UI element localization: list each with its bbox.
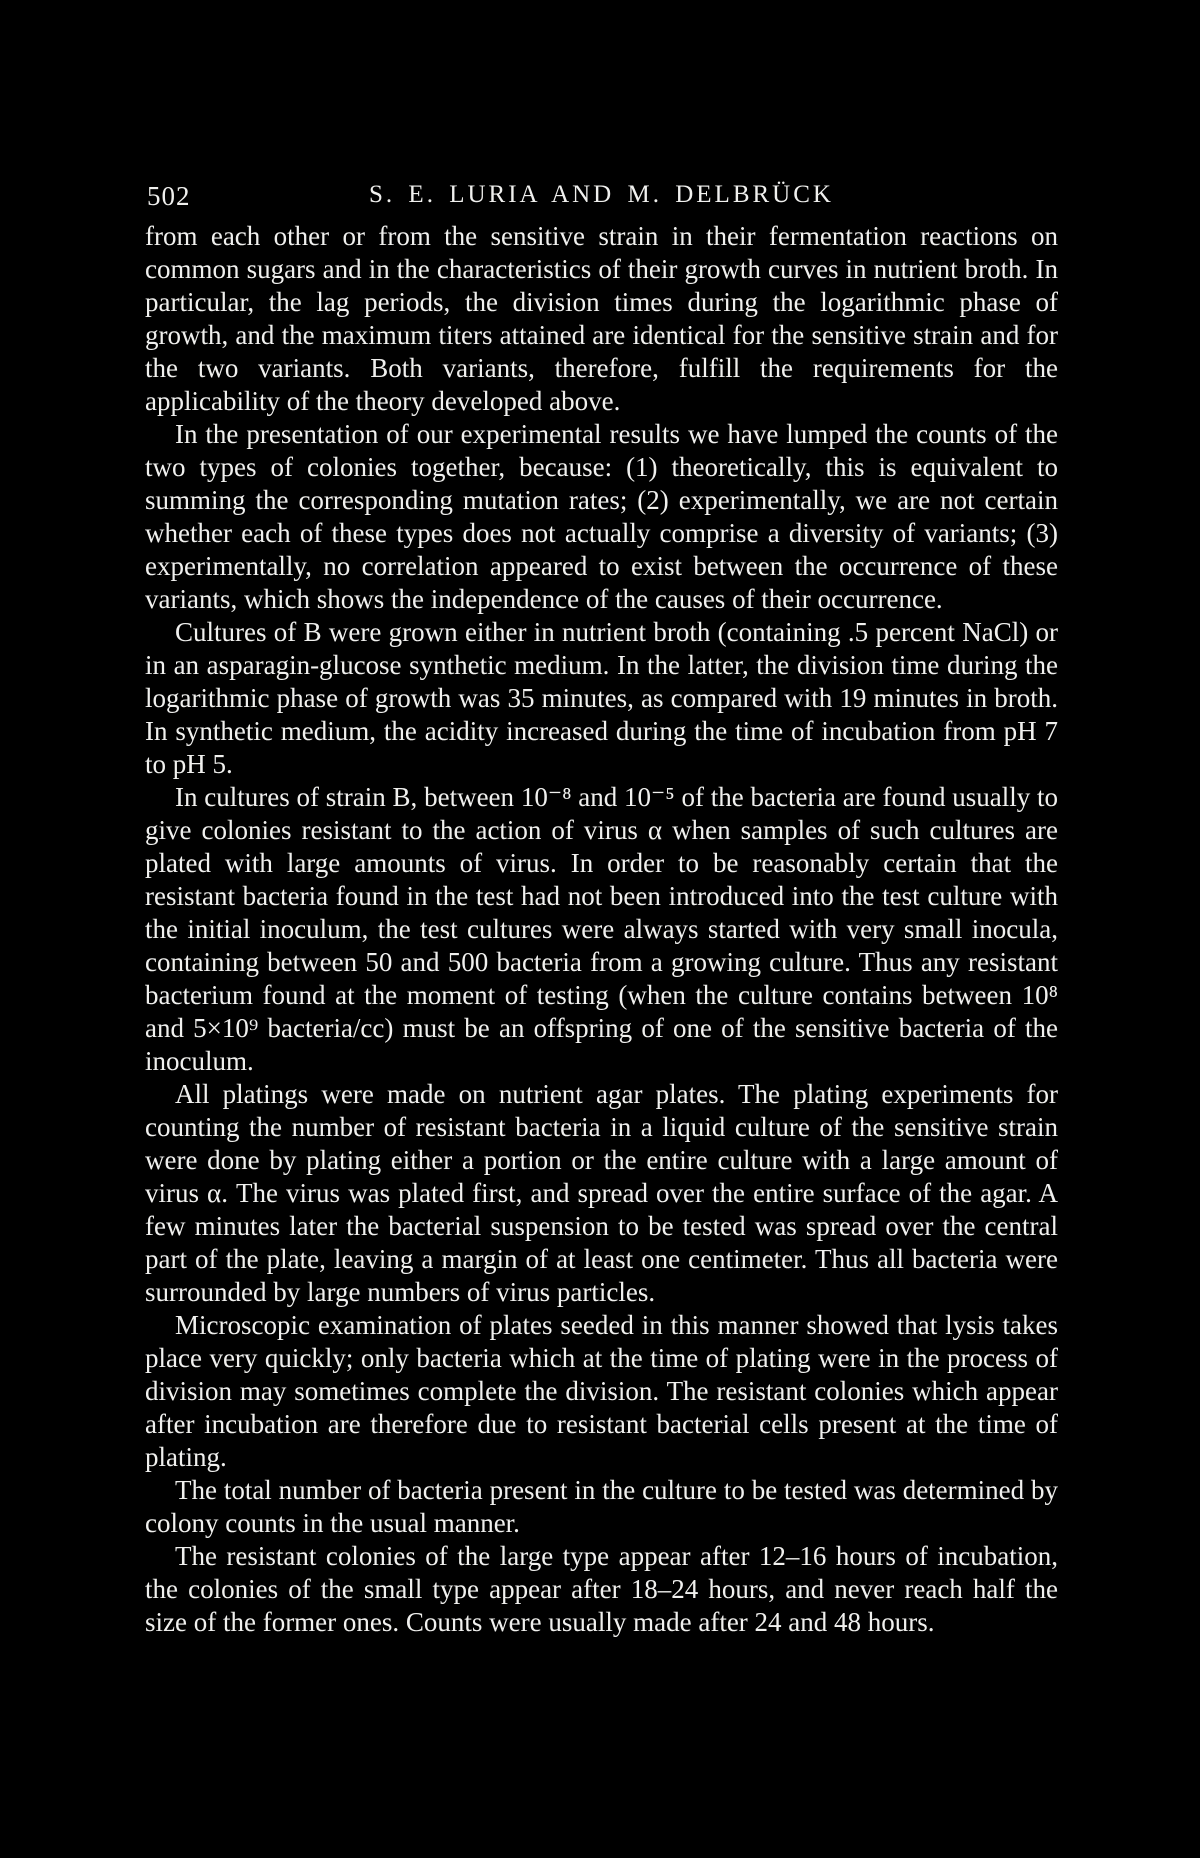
paragraph: In the presentation of our experimental results we have lumped the counts of the two types of colonies together, because: (1) theoretically, this is equivalent to summing the corresponding mutation rates; (2) experimentally, we are not certain whether each of these types does not actually comprise a diversity of variants; (3) experimentally, no correlation appeared to exist between the occurrence of these variants, which shows the independence of the causes of their occurrence. [145,419,1058,614]
article-body [145,220,1058,1639]
running-head-authors: S. E. LURIA AND M. DELBRÜCK [369,181,834,208]
paragraph: Microscopic examination of plates seeded in this manner showed that lysis takes place very quickly; only bacteria which at the time of plating were in the process of division may sometimes complete the division. The resistant colonies which appear after incubation are therefore due to resistant bacterial cells present at the time of plating. [145,1310,1058,1472]
paragraph: The resistant colonies of the large type appear after 12–16 hours of incubation, the colonies of the small type appear after 18–24 hours, and never reach half the size of the former ones. Counts were usually made after 24 and 48 hours. [145,1541,1058,1637]
page-number: 502 [147,181,191,211]
paragraph: from each other or from the sensitive strain in their fermentation reactions on common sugars and in the characteristics of their growth curves in nutrient broth. In particular, the lag periods, the division times during the logarithmic phase of growth, and the maximum titers attained are identical for the sensitive strain and for the two variants. Both variants, therefore, fulfill the requirements for the applicability of the theory developed above. [145,221,1058,416]
running-header [145,181,1058,215]
paragraph: All platings were made on nutrient agar plates. The plating experiments for counting the number of resistant bacteria in a liquid culture of the sensitive strain were done by plating either a portion or the entire culture with a large amount of virus α. The virus was plated first, and spread over the entire surface of the agar. A few minutes later the bacterial suspension to be tested was spread over the central part of the plate, leaving a margin of at least one centimeter. Thus all bacteria were surrounded by large numbers of virus particles. [145,1079,1058,1307]
paragraph: The total number of bacteria present in the culture to be tested was determined by colony counts in the usual manner. [145,1475,1058,1538]
paragraph: Cultures of B were grown either in nutrient broth (containing .5 percent NaCl) or in an asparagin-glucose synthetic medium. In the latter, the division time during the logarithmic phase of growth was 35 minutes, as compared with 19 minutes in broth. In synthetic medium, the acidity increased during the time of incubation from pH 7 to pH 5. [145,617,1058,779]
paragraph: In cultures of strain B, between 10⁻⁸ and 10⁻⁵ of the bacteria are found usually to give colonies resistant to the action of virus α when samples of such cultures are plated with large amounts of virus. In order to be reasonably certain that the resistant bacteria found in the test had not been introduced into the test culture with the initial inoculum, the test cultures were always started with very small inocula, containing between 50 and 500 bacteria from a growing culture. Thus any resistant bacterium found at the moment of testing (when the culture contains between 10⁸ and 5×10⁹ bacteria/cc) must be an offspring of one of the sensitive bacteria of the inoculum. [145,782,1058,1076]
